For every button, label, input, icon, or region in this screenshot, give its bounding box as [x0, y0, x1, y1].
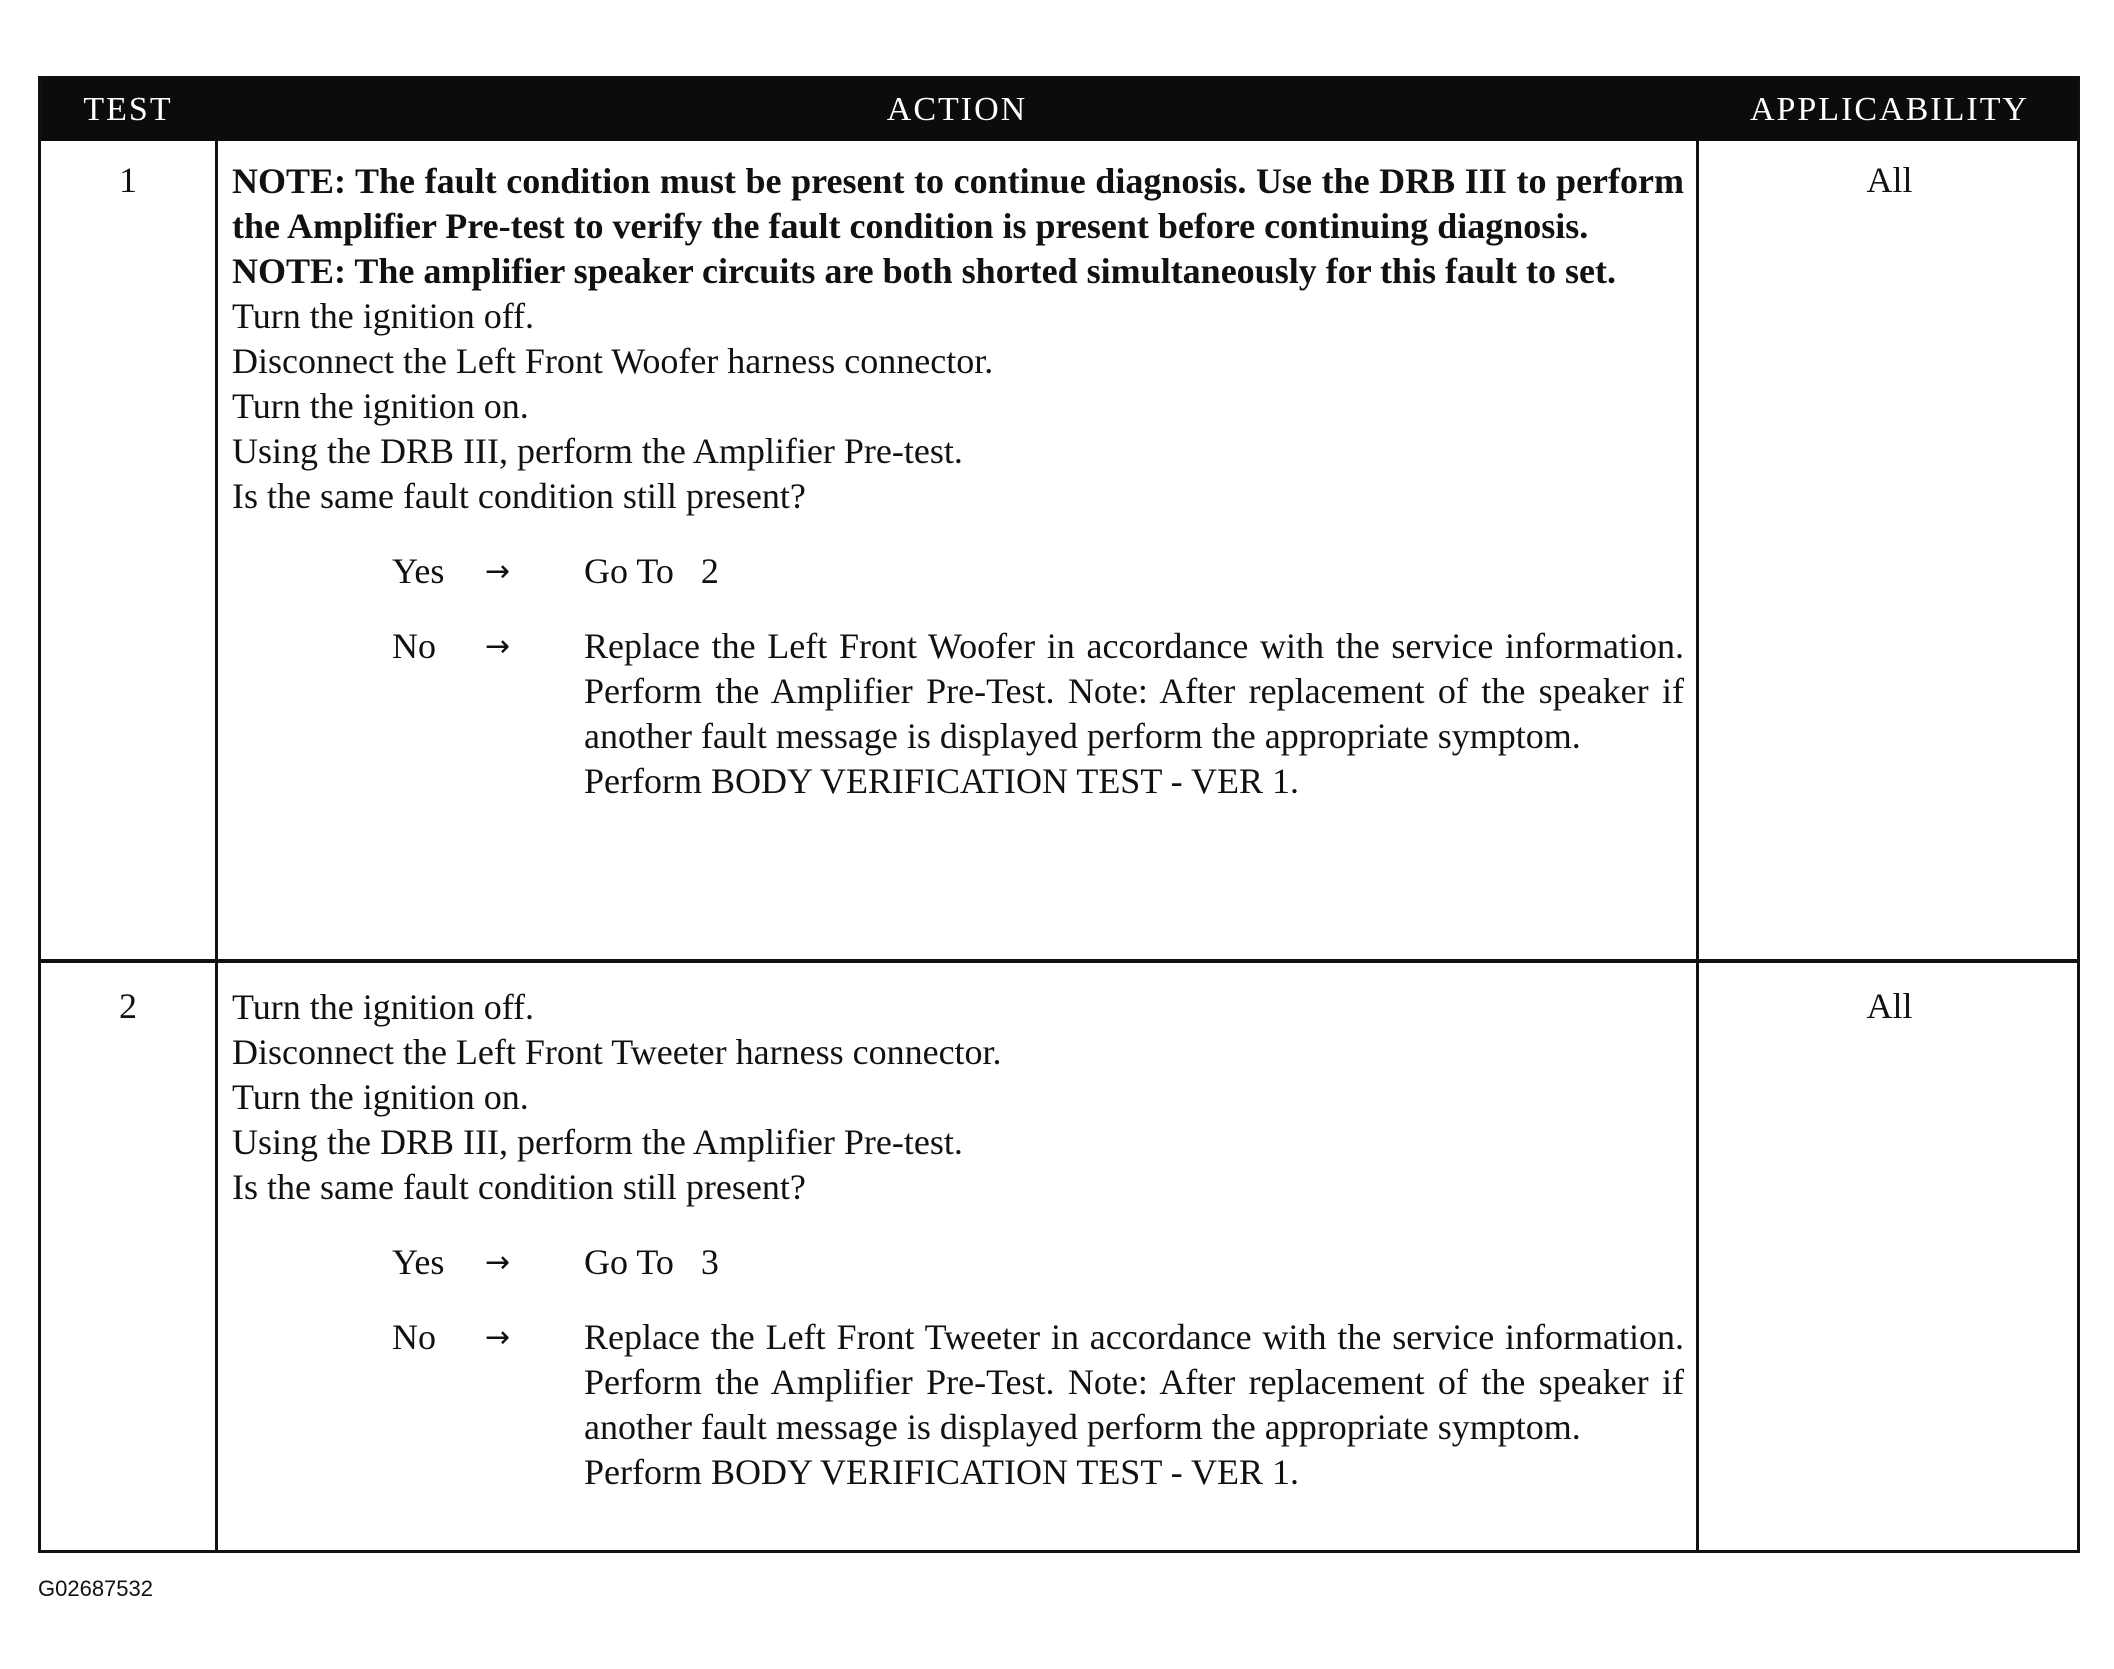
step-text: Disconnect the Left Front Woofer harness connector.	[232, 341, 994, 381]
arrow-right-icon: →	[485, 554, 511, 589]
arrow-right-icon: →	[485, 1320, 511, 1355]
step-text: Is the same fault condition still present?	[232, 1167, 806, 1207]
yes-branch	[232, 1240, 1684, 1285]
test-number: 1	[119, 160, 137, 200]
step-text: Is the same fault condition still present?	[232, 476, 806, 516]
figure-id: G02687532	[38, 1576, 153, 1601]
verification-text: Perform BODY VERIFICATION TEST - VER 1.	[584, 1452, 1300, 1492]
step-text: Disconnect the Left Front Tweeter harness connector.	[232, 1032, 1002, 1072]
action-cell	[232, 985, 1684, 1495]
yes-result: Go To 3	[584, 1242, 719, 1282]
arrow-right-icon: →	[485, 629, 511, 664]
step-text: Turn the ignition off.	[232, 987, 535, 1027]
diagnostic-table	[38, 76, 2080, 1553]
no-result	[584, 1315, 1684, 1495]
no-branch	[232, 624, 1684, 804]
header-action: ACTION	[886, 91, 1028, 128]
row-divider	[41, 959, 2077, 963]
no-result-text: Replace the Left Front Tweeter in accordance with the service information. Perform the Amplifier Pre-Test. Note: After replacement of the speaker if another fault message is displayed perform the appropriate symptom.	[584, 1317, 1684, 1447]
step-text: Using the DRB III, perform the Amplifier Pre-test.	[232, 1122, 963, 1162]
arrow-right-icon: →	[485, 1245, 511, 1280]
column-divider	[215, 141, 218, 1550]
note-text: NOTE: The amplifier speaker circuits are both shorted simultaneously for this fault to set.	[232, 251, 1617, 291]
yes-branch	[232, 549, 1684, 594]
no-branch	[232, 1315, 1684, 1495]
applicability-value: All	[1866, 160, 1913, 200]
no-label: No	[392, 626, 436, 666]
verification-text: Perform BODY VERIFICATION TEST - VER 1.	[584, 761, 1300, 801]
yes-result: Go To 2	[584, 551, 719, 591]
applicability-value: All	[1866, 986, 1913, 1026]
column-divider	[1696, 141, 1699, 1550]
no-label: No	[392, 1317, 436, 1357]
no-result-text: Replace the Left Front Woofer in accordance with the service information. Perform the Amplifier Pre-Test. Note: After replacement of the speaker if another fault message is displayed perform the appropriate symptom.	[584, 626, 1684, 756]
action-cell	[232, 159, 1684, 804]
no-result	[584, 624, 1684, 804]
yes-label: Yes	[392, 551, 445, 591]
header-test: TEST	[83, 91, 173, 128]
step-text: Turn the ignition off.	[232, 296, 535, 336]
note-text: NOTE: The fault condition must be present to continue diagnosis. Use the DRB III to perform the Amplifier Pre-test to verify the fault condition is present before continuing diagnosis.	[232, 161, 1684, 246]
table-header	[41, 79, 2077, 141]
header-applicability: APPLICABILITY	[1749, 91, 2030, 128]
step-text: Turn the ignition on.	[232, 1077, 529, 1117]
step-text: Turn the ignition on.	[232, 386, 529, 426]
test-number: 2	[119, 986, 137, 1026]
yes-label: Yes	[392, 1242, 445, 1282]
step-text: Using the DRB III, perform the Amplifier Pre-test.	[232, 431, 963, 471]
